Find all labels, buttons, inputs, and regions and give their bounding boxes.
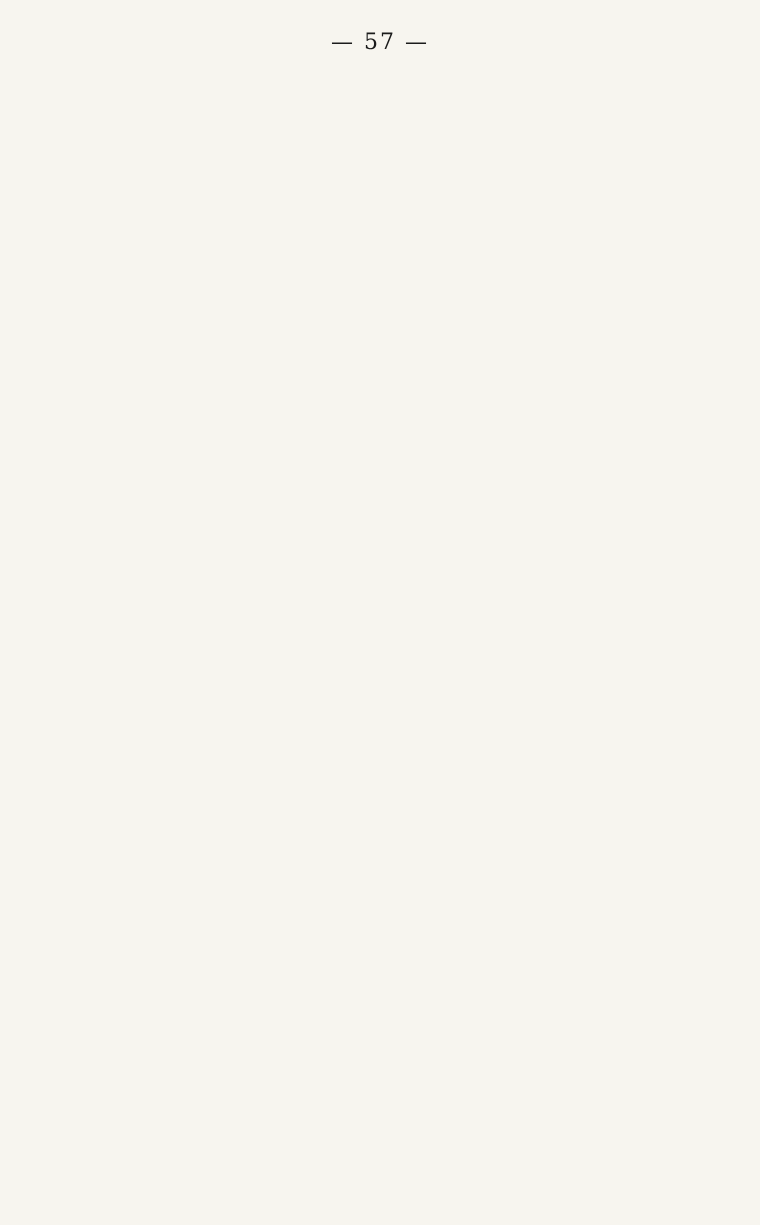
page-number: — 57 — <box>331 30 429 55</box>
